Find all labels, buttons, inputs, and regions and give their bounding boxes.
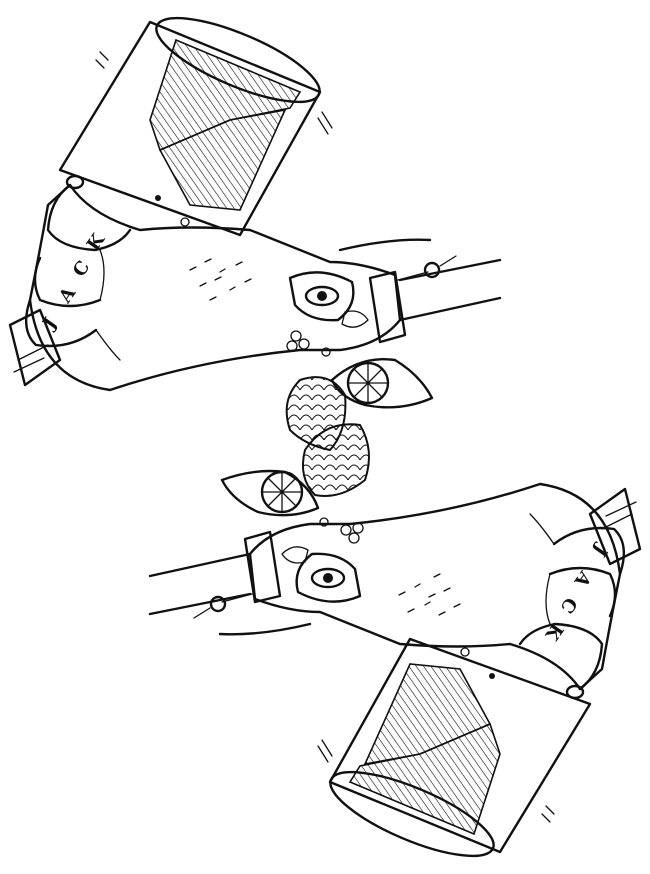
- lower-eye-tattoo: [282, 518, 363, 602]
- knuckle-letter: A: [54, 283, 81, 307]
- lower-pint-glass: [318, 639, 590, 872]
- lower-forearm: [250, 484, 620, 689]
- knuckle-letter: J: [589, 541, 612, 561]
- center-ornament: [222, 359, 432, 515]
- upper-forearm: [30, 185, 400, 390]
- knuckle-letter: C: [555, 593, 582, 617]
- knuckle-letter: K: [82, 229, 110, 255]
- upper-eye-tattoo: [287, 272, 368, 356]
- knuckle-letter: K: [540, 619, 568, 645]
- upper-arm-group: [10, 2, 500, 390]
- upper-pint-glass: [60, 2, 332, 235]
- knuckle-letter: C: [68, 257, 95, 281]
- lower-arm-group: [150, 484, 640, 872]
- knuckle-letter: J: [38, 313, 61, 333]
- knuckle-letter: A: [569, 567, 596, 591]
